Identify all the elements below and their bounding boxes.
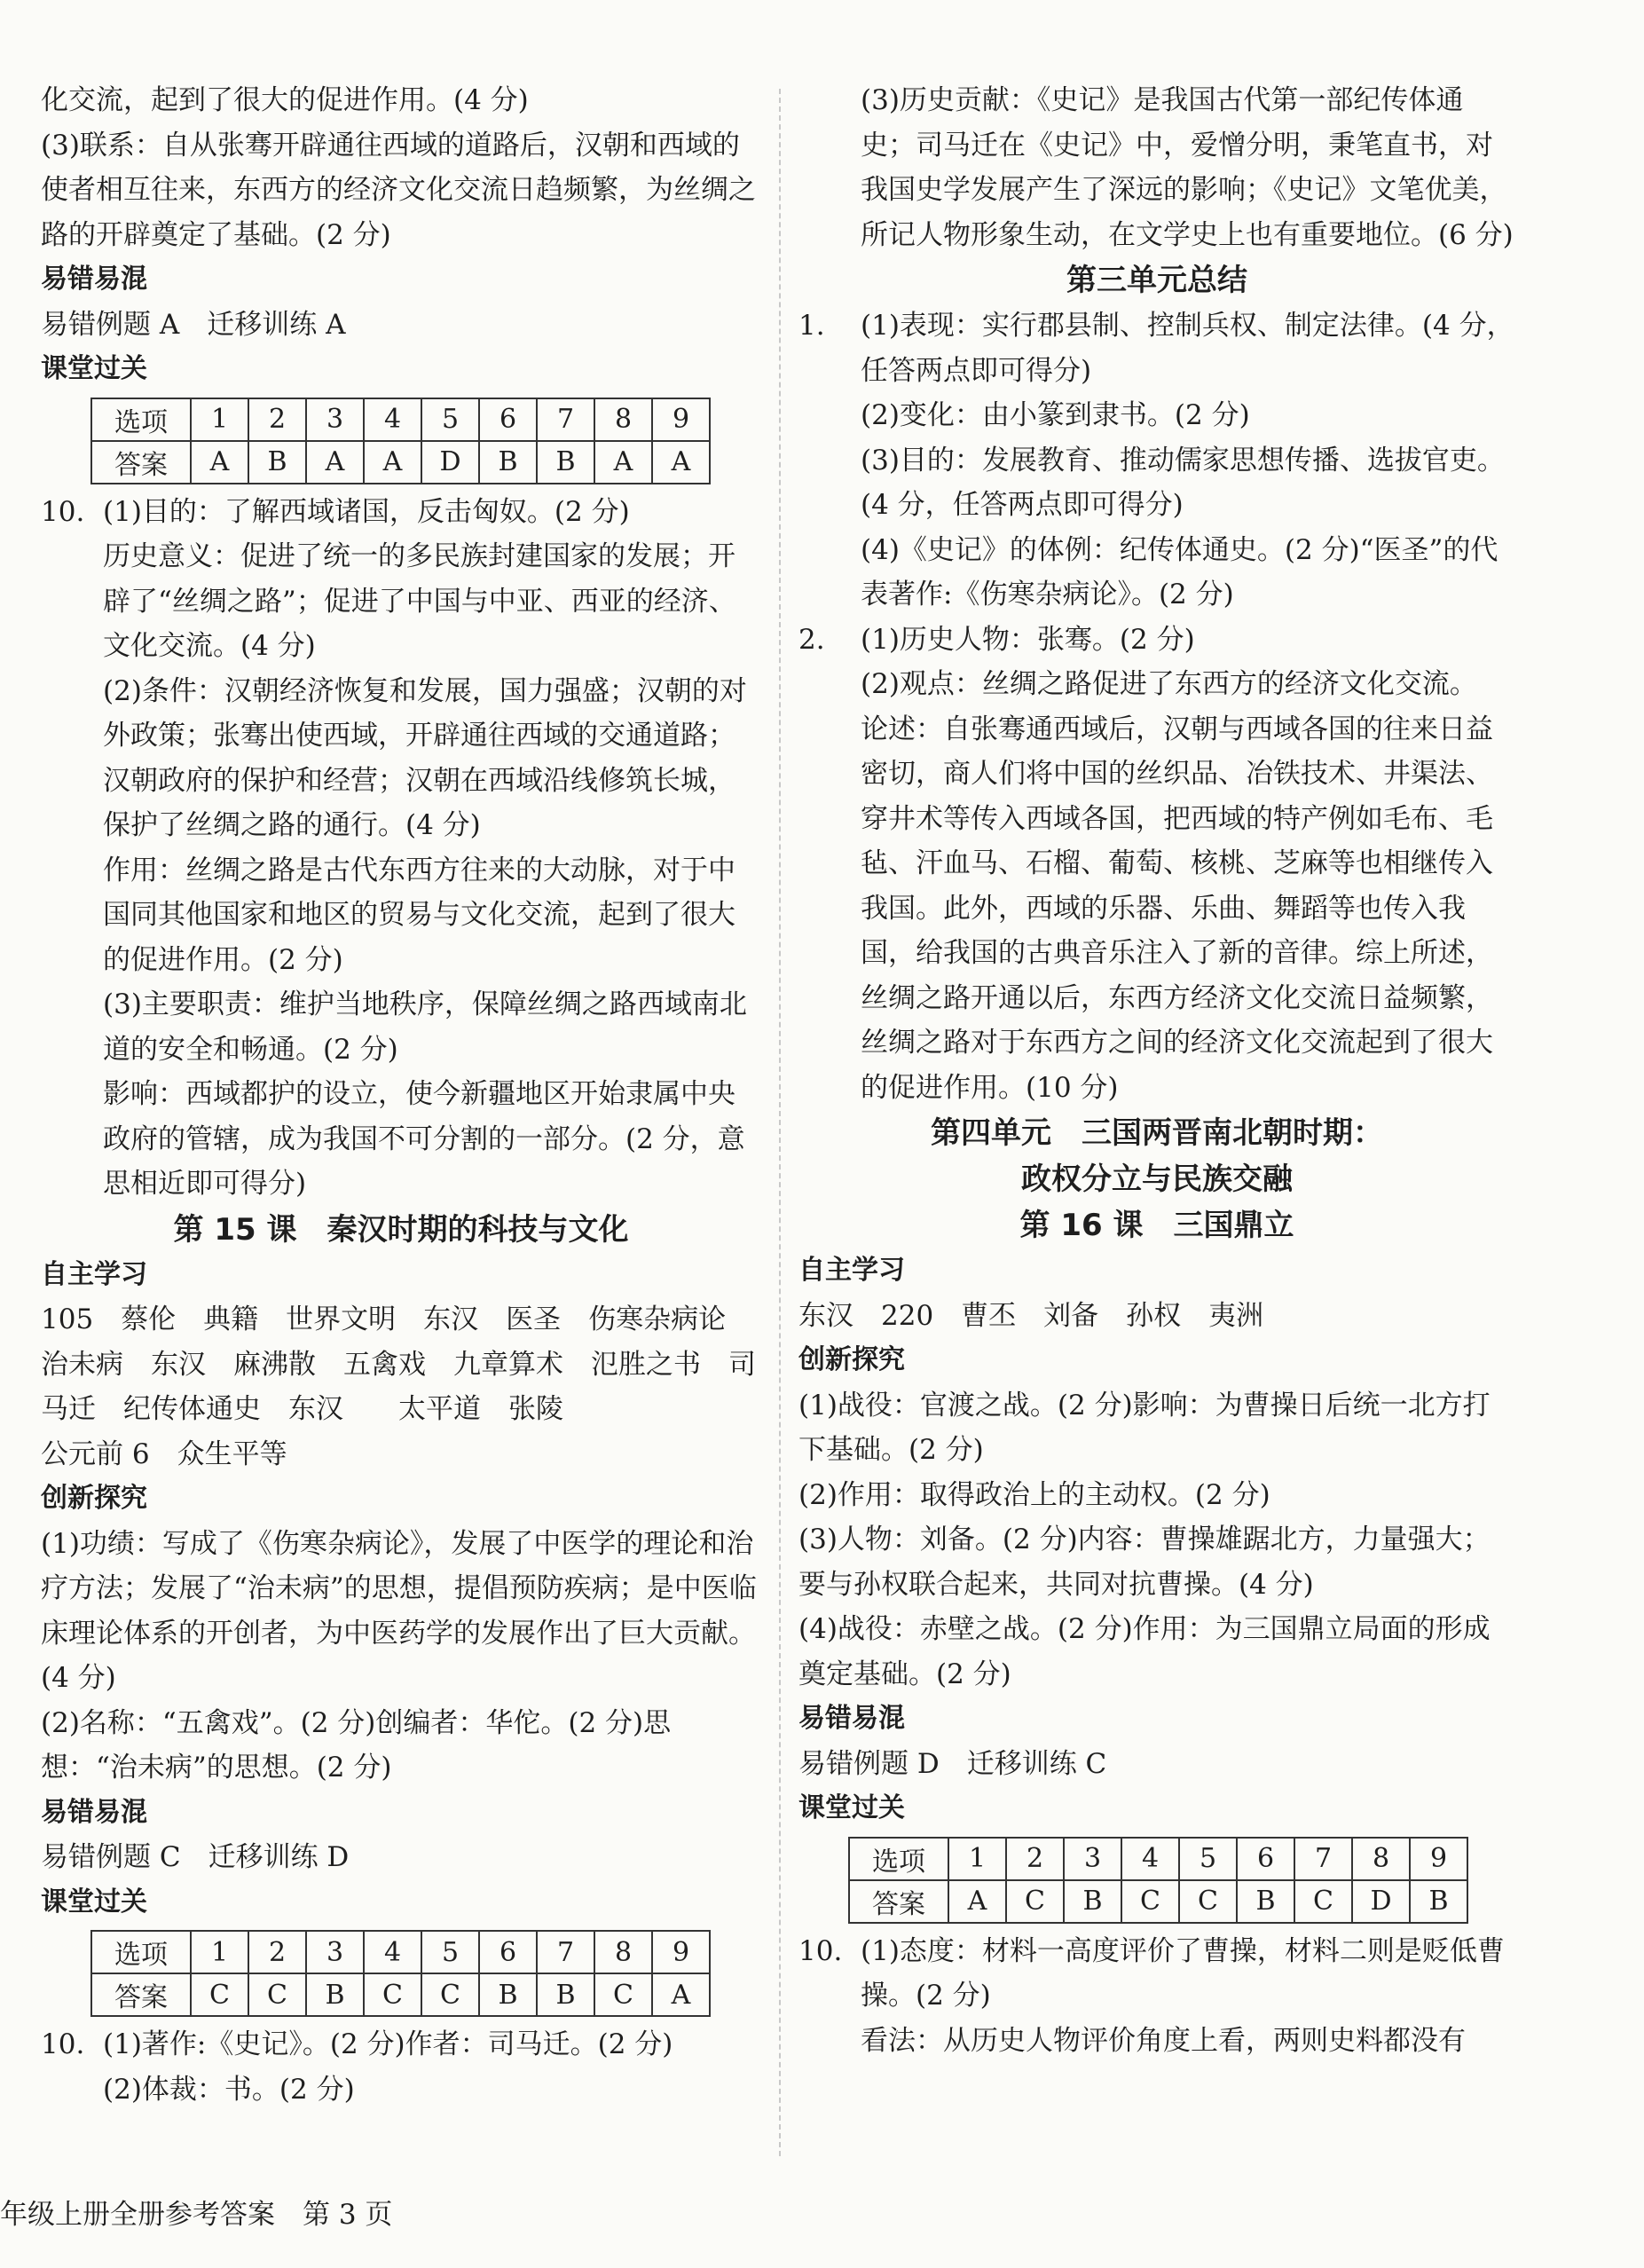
table-cell: 9 <box>1410 1838 1467 1880</box>
text-line: 易错例题 A 迁移训练 A <box>41 308 346 341</box>
answer-table <box>848 1837 1468 1924</box>
section-heading: 创新探究 <box>41 1483 147 1514</box>
text-paragraph: (1)目的：了解西域诸国，反击匈奴。(2 分) <box>103 495 630 528</box>
text-paragraph: 作用：丝绸之路是古代东西方往来的大动脉，对于中国同其他国家和地区的贸易与文化交流，起到了很大的促进作用。(2 分) <box>103 854 735 976</box>
table-cell: B <box>306 1973 364 2016</box>
text-line: 化交流，起到了很大的促进作用。(4 分) <box>41 84 529 116</box>
table-cell: C <box>594 1973 652 2016</box>
question-number: 10. <box>41 495 85 528</box>
table-cell: 8 <box>594 1931 652 1973</box>
answer-table <box>90 1930 711 2017</box>
table-cell: D <box>1352 1880 1410 1923</box>
question-item <box>41 2022 761 2112</box>
table-cell: 5 <box>421 1931 479 1973</box>
table-cell: 1 <box>948 1838 1006 1880</box>
text-paragraph: (2)体裁：书。(2 分) <box>103 2073 355 2106</box>
question-item <box>798 78 1515 257</box>
section-heading: 自主学习 <box>798 1255 905 1286</box>
table-header-cell: 选项 <box>849 1838 948 1880</box>
unit-summary-title: 第三单元总结 <box>1066 263 1247 298</box>
table-cell: 3 <box>1064 1838 1121 1880</box>
text-paragraph: (2)条件：汉朝经济恢复和发展，国力强盛；汉朝的对外政策；张骞出使西域，开辟通往西域的交通道路；汉朝政府的保护和经营；汉朝在西域沿线修筑长城，保护了丝绸之路的通行。(4 分) <box>103 674 747 841</box>
section-heading: 自主学习 <box>41 1258 147 1290</box>
table-cell: C <box>1294 1880 1352 1923</box>
table-cell: 7 <box>537 398 594 441</box>
table-cell: 4 <box>364 1931 421 1973</box>
text-paragraph: 105 蔡伦 典籍 世界文明 东汉 医圣 伤寒杂病论 治未病 东汉 麻沸散 五禽戏 九章算术 氾胜之书 司马迁 纪传体通史 东汉 太平道 张陵 <box>41 1303 756 1425</box>
question-item <box>798 618 1515 1111</box>
question-number: 10. <box>798 1934 843 1967</box>
table-header-cell: 选项 <box>91 398 191 441</box>
text-paragraph: (2)观点：丝绸之路促进了东西方的经济文化交流。 <box>861 668 1477 700</box>
text-paragraph: (1)著作:《史记》。(2 分)作者：司马迁。(2 分) <box>103 2028 673 2060</box>
answer-table <box>90 398 711 484</box>
table-cell: 4 <box>364 398 421 441</box>
right-column <box>798 78 1515 2063</box>
text-paragraph: (1)表现：实行郡县制、控制兵权、制定法律。(4 分，任答两点即可得分) <box>861 310 1514 387</box>
table-cell: A <box>652 1973 710 2016</box>
text-paragraph: 看法：从历史人物评价角度上看，两则史料都没有 <box>861 2024 1466 2057</box>
table-cell: C <box>1179 1880 1237 1923</box>
column-divider <box>779 89 781 2156</box>
table-cell: 5 <box>1179 1838 1237 1880</box>
text-paragraph: (2)作用：取得政治上的主动权。(2 分) <box>798 1478 1270 1511</box>
text-paragraph: (2)名称：“五禽戏”。(2 分)创编者：华佗。(2 分)思想：“治未病”的思想。(2 分) <box>41 1706 672 1784</box>
lesson-title: 第 15 课 秦汉时期的科技与文化 <box>173 1211 629 1248</box>
text-paragraph: (3)主要职责：维护当地秩序，保障丝绸之路西域南北道的安全和畅通。(2 分) <box>103 988 747 1066</box>
table-cell: 5 <box>421 398 479 441</box>
table-cell: A <box>948 1880 1006 1923</box>
section-heading: 易错易混 <box>41 264 147 295</box>
table-cell: A <box>594 441 652 484</box>
text-paragraph: (1)战役：官渡之战。(2 分)影响：为曹操日后统一北方打下基础。(2 分) <box>798 1389 1491 1466</box>
table-cell: A <box>364 441 421 484</box>
table-header-cell: 答案 <box>91 441 191 484</box>
table-cell: B <box>537 441 594 484</box>
table-cell: 7 <box>537 1931 594 1973</box>
table-cell: 6 <box>1237 1838 1294 1880</box>
table-cell: 2 <box>248 1931 306 1973</box>
table-cell: A <box>191 441 248 484</box>
lesson-title: 第 16 课 三国鼎立 <box>1019 1208 1294 1243</box>
text-paragraph: (3)目的：发展教育、推动儒家思想传播、选拔官吏。(4 分，任答两点即可得分) <box>861 444 1505 521</box>
section-heading: 课堂过关 <box>41 1886 147 1918</box>
table-cell: 9 <box>652 398 710 441</box>
text-paragraph: (3)联系：自从张骞开辟通往西域的道路后，汉朝和西域的使者相互往来，东西方的经济文化交流日趋频繁，为丝绸之路的开辟奠定了基础。(2 分) <box>41 129 756 251</box>
question-item <box>798 1929 1515 2064</box>
table-cell: B <box>1064 1880 1121 1923</box>
table-cell: 4 <box>1121 1838 1179 1880</box>
question-item <box>41 490 761 1207</box>
left-column <box>41 78 761 2112</box>
text-paragraph: (3)历史贡献：《史记》是我国古代第一部纪传体通史；司马迁在《史记》中，爱憎分明，秉笔直书，对我国史学发展产生了深远的影响；《史记》文笔优美，所记人物形象生动，在文学史上也有重要地位。(6 分) <box>861 84 1514 251</box>
table-cell: 8 <box>594 398 652 441</box>
text-paragraph: 历史意义：促进了统一的多民族封建国家的发展；开辟了“丝绸之路”；促进了中国与中亚、西亚的经济、文化交流。(4 分) <box>103 540 736 662</box>
table-cell: C <box>421 1973 479 2016</box>
question-number: 10. <box>41 2028 85 2060</box>
table-cell: 1 <box>191 1931 248 1973</box>
section-heading: 易错易混 <box>798 1703 905 1734</box>
table-cell: 6 <box>479 398 537 441</box>
unit-subtitle: 政权分立与民族交融 <box>1021 1162 1293 1197</box>
table-cell: 3 <box>306 398 364 441</box>
text-paragraph: 影响：西域都护的设立，使今新疆地区开始隶属中央政府的管辖，成为我国不可分割的一部分。(2 分，意思相近即可得分) <box>103 1078 745 1200</box>
table-header-cell: 答案 <box>91 1973 191 2016</box>
table-cell: A <box>652 441 710 484</box>
text-line: 公元前 6 众生平等 <box>41 1437 287 1470</box>
table-cell: B <box>248 441 306 484</box>
table-cell: C <box>1121 1880 1179 1923</box>
table-cell: C <box>1006 1880 1064 1923</box>
table-cell: B <box>537 1973 594 2016</box>
text-paragraph: (1)历史人物：张骞。(2 分) <box>861 623 1195 656</box>
section-heading: 创新探究 <box>798 1344 905 1375</box>
section-heading: 课堂过关 <box>798 1792 905 1823</box>
table-cell: C <box>248 1973 306 2016</box>
table-cell: 7 <box>1294 1838 1352 1880</box>
question-number: 2. <box>798 623 825 656</box>
table-cell: 3 <box>306 1931 364 1973</box>
table-cell: 8 <box>1352 1838 1410 1880</box>
table-header-cell: 选项 <box>91 1931 191 1973</box>
table-header-cell: 答案 <box>849 1880 948 1923</box>
table-cell: B <box>479 1973 537 2016</box>
table-cell: D <box>421 441 479 484</box>
text-paragraph: 论述：自张骞通西域后，汉朝与西域各国的往来日益密切，商人们将中国的丝织品、冶铁技术、井渠法、穿井术等传入西域各国，把西域的特产例如毛布、毛毡、汗血马、石榴、葡萄、核桃、芝麻等也相继传入我国。此外，西域的乐器、乐曲、舞蹈等也传入我国，给我国的古典音乐注入了新的音律。综上所述，丝绸之路开通以后，东西方经济文化交流日益频繁，丝绸之路对于东西方之间的经济文化交流起到了很大的促进作用。(10 分) <box>861 713 1493 1104</box>
section-heading: 易错易混 <box>41 1796 147 1828</box>
question-item <box>798 303 1515 618</box>
table-cell: B <box>1237 1880 1294 1923</box>
question-number: 1. <box>798 310 825 342</box>
unit-title: 第四单元 三国两晋南北朝时期： <box>931 1115 1383 1151</box>
table-cell: 2 <box>248 398 306 441</box>
table-cell: 1 <box>191 398 248 441</box>
text-paragraph: (4)《史记》的体例：纪传体通史。(2 分)“医圣”的代表著作:《伤寒杂病论》。(2 分) <box>861 533 1498 610</box>
table-cell: C <box>191 1973 248 2016</box>
text-paragraph: (1)功绩：写成了《伤寒杂病论》，发展了中医学的理论和治疗方法；发展了“治未病”的思想，提倡预防疾病；是中医临床理论体系的开创者，为中医药学的发展作出了巨大贡献。(4 分) <box>41 1527 757 1694</box>
table-cell: B <box>1410 1880 1467 1923</box>
table-cell: B <box>479 441 537 484</box>
text-line: 易错例题 D 迁移训练 C <box>798 1747 1107 1780</box>
text-paragraph: (2)变化：由小篆到隶书。(2 分) <box>861 399 1250 431</box>
table-cell: 9 <box>652 1931 710 1973</box>
table-cell: 2 <box>1006 1838 1064 1880</box>
table-cell: 6 <box>479 1931 537 1973</box>
text-line: 东汉 220 曹丕 刘备 孙权 夷洲 <box>798 1299 1264 1332</box>
section-heading: 课堂过关 <box>41 353 147 384</box>
table-cell: C <box>364 1973 421 2016</box>
text-paragraph: (3)人物：刘备。(2 分)内容：曹操雄踞北方，力量强大；要与孙权联合起来，共同对抗曹操。(4 分) <box>798 1524 1491 1601</box>
text-paragraph: (4)战役：赤壁之战。(2 分)作用：为三国鼎立局面的形成奠定基础。(2 分) <box>798 1613 1491 1690</box>
table-cell: A <box>306 441 364 484</box>
page-footer: 年级上册全册参考答案 第 3 页 <box>0 2199 393 2231</box>
text-line: 易错例题 C 迁移训练 D <box>41 1841 350 1873</box>
text-paragraph: (1)态度：材料一高度评价了曹操，材料二则是贬低曹操。(2 分) <box>861 1934 1505 2012</box>
